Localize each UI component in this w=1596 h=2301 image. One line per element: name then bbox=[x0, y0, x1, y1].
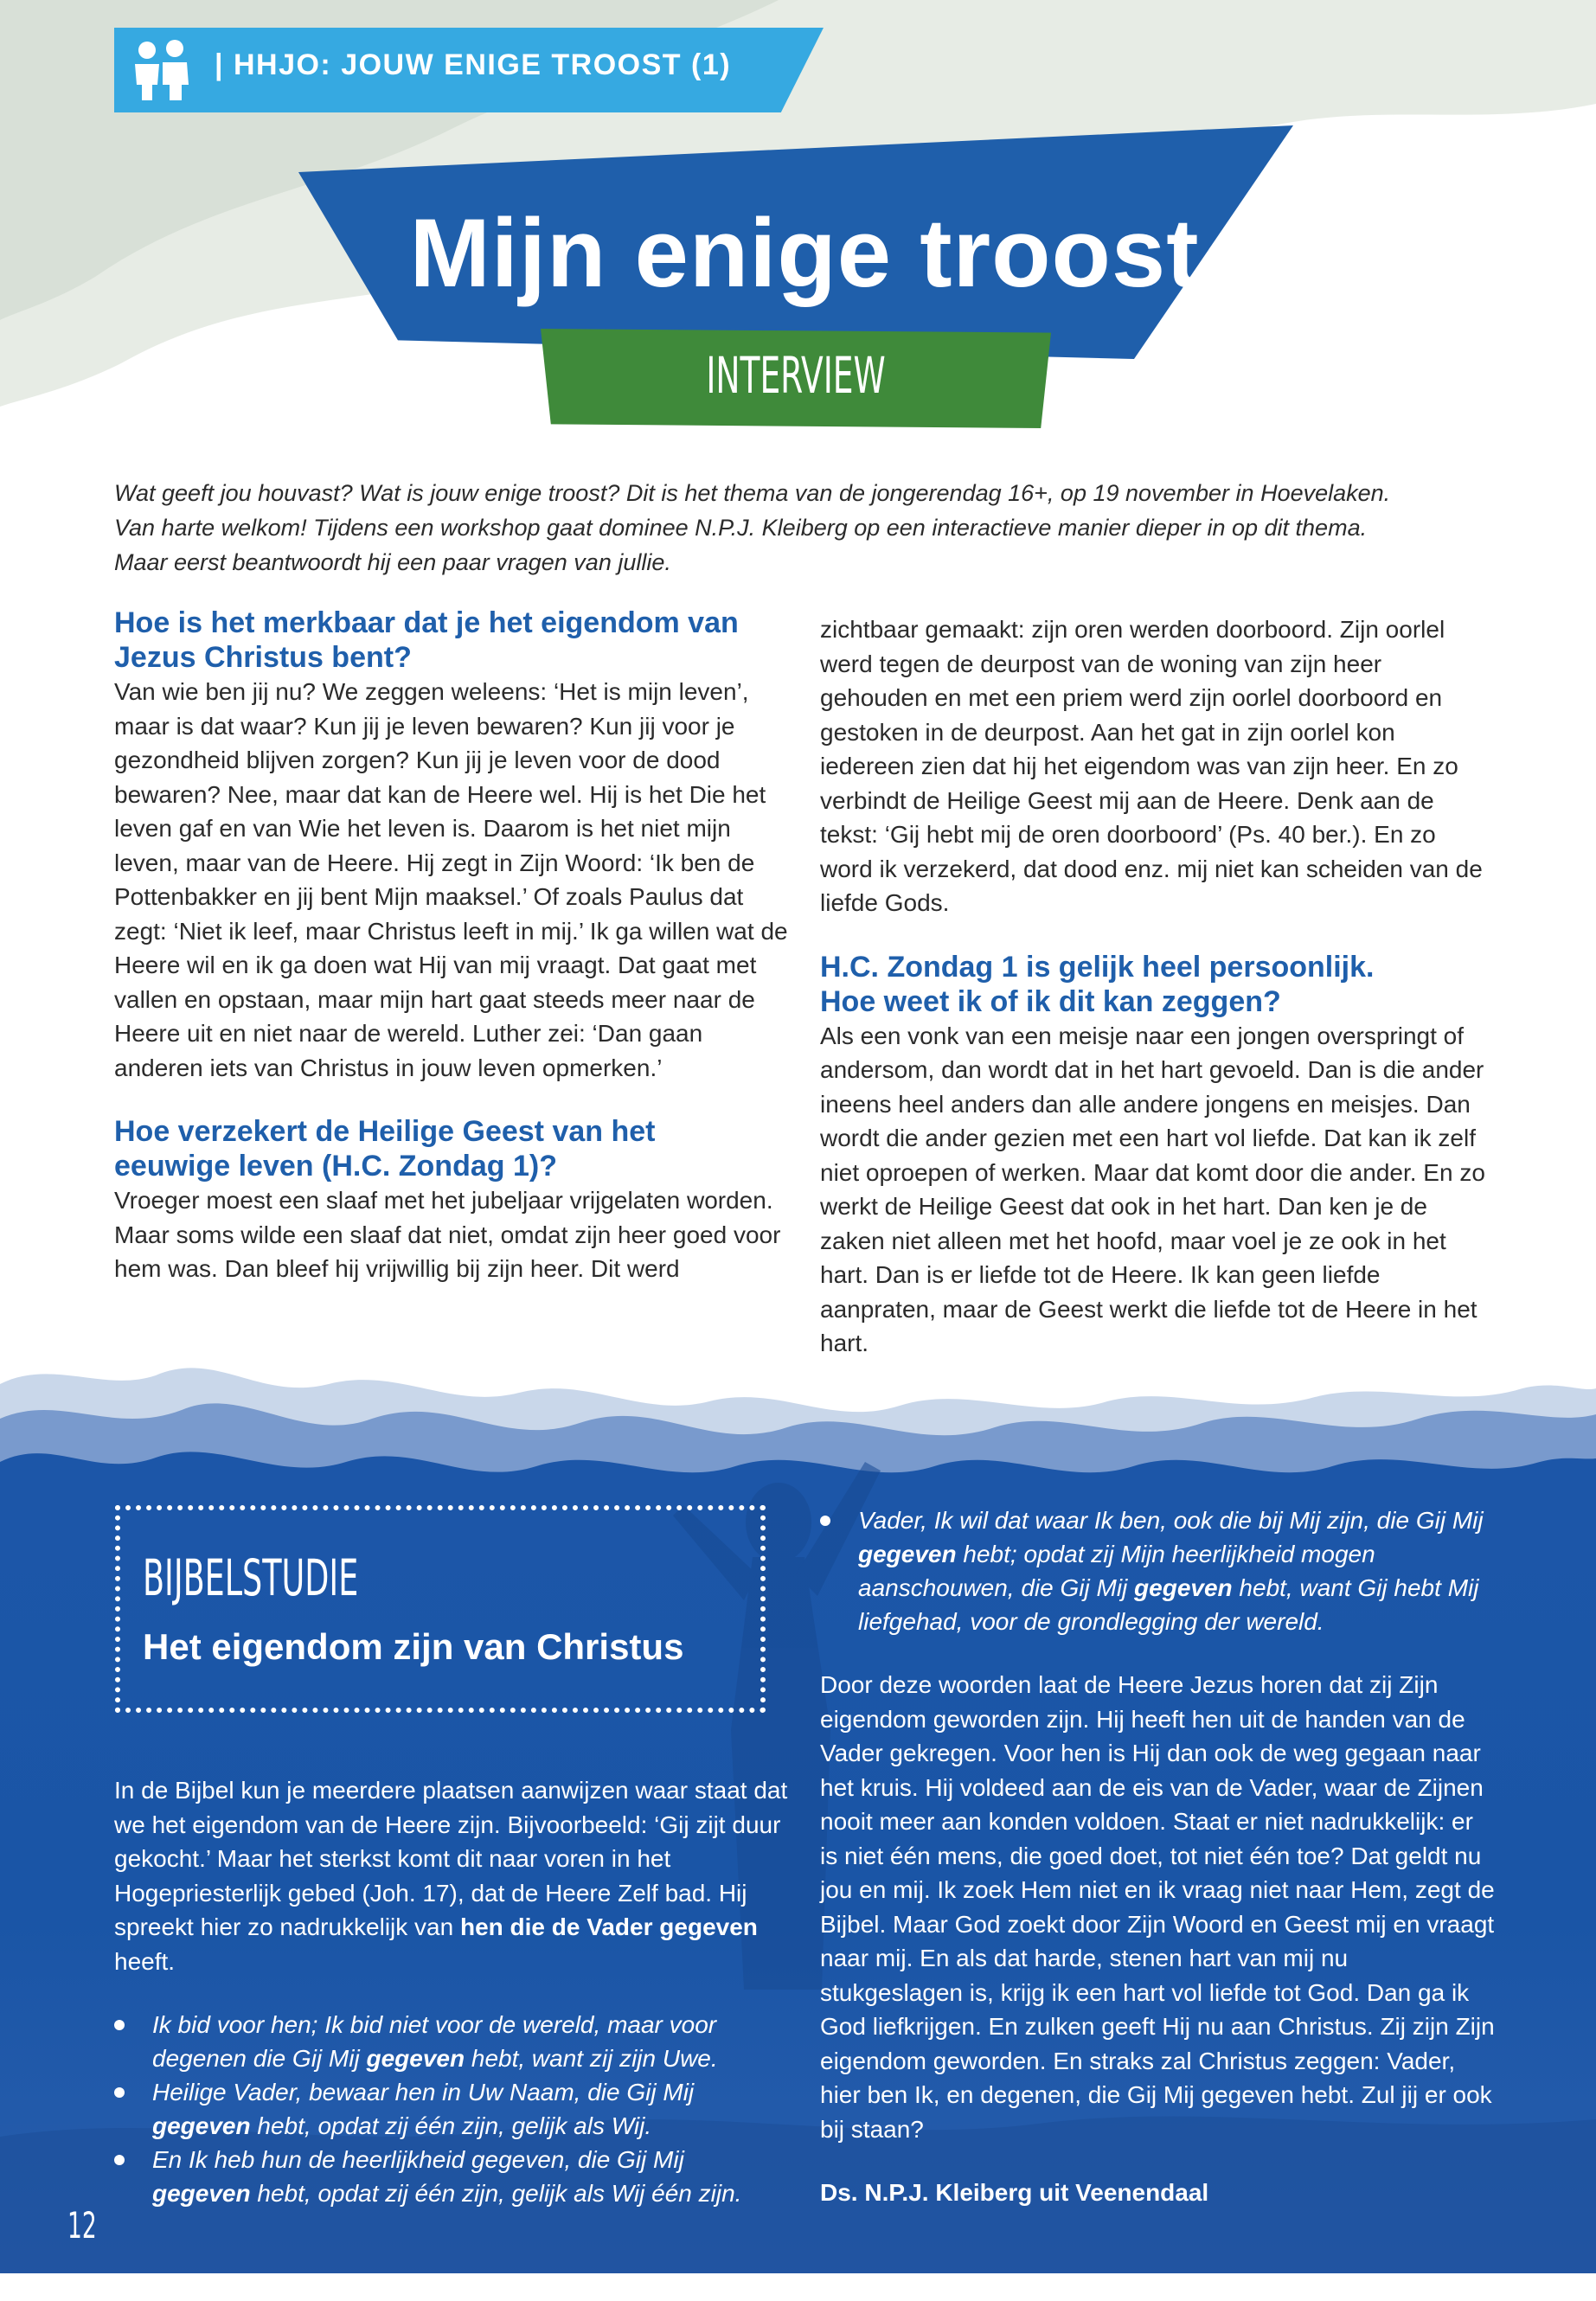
intro-line: Van harte welkom! Tijdens een workshop gaat dominee N.P.J. Kleiberg op een interactieve manier dieper in op dit thema. bbox=[114, 515, 1368, 541]
interview-label: INTERVIEW bbox=[706, 346, 886, 405]
bible-quote: En Ik heb hun de heerlijkheid gegeven, die Gij Mij gegeven hebt, opdat zij één zijn, gelijk als Wij één zijn. bbox=[114, 2143, 789, 2210]
question-heading bbox=[114, 1114, 789, 1183]
intro-line: Maar eerst beantwoordt hij een paar vragen van jullie. bbox=[114, 549, 671, 575]
study-paragraph bbox=[114, 1773, 789, 1978]
bible-quote-list bbox=[114, 2008, 789, 2210]
author-signature: Ds. N.P.J. Kleiberg uit Veenendaal bbox=[820, 2179, 1209, 2206]
question-heading-line: H.C. Zondag 1 is gelijk heel persoonlijk. bbox=[820, 950, 1375, 984]
study-title-box bbox=[115, 1505, 766, 1713]
answer-paragraph: zichtbaar gemaakt: zijn oren werden doorboord. Zijn oorlel werd tegen de deurpost van de woning van zijn heer gehouden en met een priem werd zijn oorlel doorboord en gestoken in de deurpost. Aan het gat in zijn oorlel kon iedereen zien dat hij het eigendom was van zijn heer. En zo verbindt de Heilige Geest mij aan de Heere. Denk aan de tekst: ‘Gij hebt mij de oren doorboord’ (Ps. 40 ber.). En zo word ik verzekerd, dat dood enz. mij niet kan scheiden van de liefde Gods. bbox=[820, 616, 1483, 916]
question-heading-line: Jezus Christus bent? bbox=[114, 641, 412, 674]
study-paragraph: Door deze woorden laat de Heere Jezus horen dat zij Zijn eigendom geworden zijn. Hij heeft hen uit de handen van de Vader gekregen. Voor hen is Hij dan ook de weg gegaan naar het kruis. Hij voldeed aan de eis van de Vader, waar de Zijnen nooit meer aan konden voldoen. Staat er niet nadrukkelijk: er is niet één mens, die goed doet, tot niet één toe? Dat geldt nu jou en mij. Ik zoek Hem niet en ik vraag niet naar Hem, zegt de Bijbel. Maar God zoekt door Zijn Woord en Geest mij en vraagt naar mij. En als dat harde, stenen hart van mij nu stukgeslagen is, krijg ik een hart vol liefde tot God. Dan ga ik God liefkrijgen. En zulken geeft Hij nu aan Christus. Zij zijn Zijn eigendom geworden. En straks zal Christus zeggen: Vader, hier ben Ik, en degenen, die Gij Mij gegeven hebt. Zul jij er ook bij staan? bbox=[820, 1671, 1495, 2143]
answer-paragraph: Vroeger moest een slaaf met het jubeljaar vrijgelaten worden. Maar soms wilde een slaaf dat niet, omdat zijn heer goed voor hem was. Dan bleef hij vrijwillig bij zijn heer. Dit werd bbox=[114, 1187, 781, 1282]
answer-paragraph: Als een vonk van een meisje naar een jongen overspringt of andersom, dan wordt dat in het hart gevoeld. Dan is die ander ineens heel anders dan alle andere jongens en meisjes. Dan wordt die ander gezien met een hart vol liefde. Dat kan ik zelf niet oproepen of werken. Maar dat komt door die ander. En zo werkt de Heilige Geest dat ook in het hart. Dan ken je de zaken niet alleen met het hoofd, maar voel je ze ook in het hart. Dan is er liefde tot de Heere. Ik kan geen liefde aanpraten, maar de Geest werkt die liefde tot de Heere in het hart. bbox=[820, 1022, 1485, 1356]
question-heading bbox=[114, 606, 789, 675]
section-header: | HHJO: JOUW ENIGE TROOST (1) bbox=[215, 48, 732, 81]
interview-column-right bbox=[820, 612, 1495, 1361]
page-title: Mijn enige troost bbox=[409, 199, 1200, 307]
question-heading-line: Hoe weet ik of ik dit kan zeggen? bbox=[820, 984, 1281, 1018]
intro-text bbox=[114, 476, 1498, 580]
question-heading-line: Hoe is het merkbaar dat je het eigendom van bbox=[114, 606, 739, 639]
answer-paragraph: Van wie ben jij nu? We zeggen weleens: ‘Het is mijn leven’, maar is dat waar? Kun jij je leven bewaren? Kun jij voor je gezondheid blijven zorgen? Kun jij je leven voor de dood bewaren? Nee, maar dat kan de Heere wel. Hij is het Die het leven gaf en van Wie het leven is. Daarom is het niet mijn leven, maar van de Heere. Hij zegt in Zijn Woord: ‘Ik ben de Pottenbakker en jij bent Mijn maaksel.’ Of zoals Paulus dat zegt: ‘Niet ik leef, maar Christus leeft in mij.’ Ik ga willen wat de Heere wil en ik ga doen wat Hij van mij vraagt. Dat gaat met vallen en opstaan, maar mijn hart gaat steeds meer naar de Heere uit en niet naar de wereld. Luther zei: ‘Dan gaan anderen iets van Christus in jouw leven opmerken.’ bbox=[114, 678, 788, 1081]
study-title: Het eigendom zijn van Christus bbox=[143, 1626, 684, 1667]
study-emphasis: hen die de Vader gegeven bbox=[459, 1913, 758, 1940]
intro-line: Wat geeft jou houvast? Wat is jouw enige troost? Dit is het thema van de jongerendag 16+, op 19 november in Hoevelaken. bbox=[114, 480, 1391, 506]
two-children-icon bbox=[126, 35, 197, 104]
question-heading bbox=[820, 950, 1495, 1019]
bible-quote-list bbox=[820, 1503, 1495, 1638]
bible-quote: Ik bid voor hen; Ik bid niet voor de wereld, maar voor degenen die Gij Mij gegeven hebt, want zij zijn Uwe. bbox=[114, 2008, 789, 2075]
study-text: heeft. bbox=[114, 1947, 176, 1975]
study-column-left bbox=[114, 1773, 789, 2210]
question-heading-line: Hoe verzekert de Heilige Geest van het bbox=[114, 1115, 656, 1148]
bible-quote: Vader, Ik wil dat waar Ik ben, ook die bij Mij zijn, die Gij Mij gegeven hebt; opdat zij Mijn heerlijkheid mogen aanschouwen, die Gij Mij gegeven hebt, want Gij hebt Mij liefgehad, voor de grondlegging der wereld. bbox=[820, 1503, 1495, 1638]
question-heading-line: eeuwige leven (H.C. Zondag 1)? bbox=[114, 1150, 557, 1183]
interview-column-left bbox=[114, 606, 789, 1286]
bible-quote: Heilige Vader, bewaar hen in Uw Naam, die Gij Mij gegeven hebt, opdat zij één zijn, gelijk als Wij. bbox=[114, 2075, 789, 2143]
study-label: BIJBELSTUDIE bbox=[143, 1548, 359, 1607]
study-text: In de Bijbel kun je meerdere plaatsen aanwijzen waar staat dat we het eigendom van de Heere zijn. Bijvoorbeeld: ‘Gij zijt duur gekocht.’ Maar het sterkst komt dit naar voren in het Hogepriesterlijk gebed (Joh. 17), dat de Heere Zelf bad. Hij spreekt hier zo nadrukkelijk van bbox=[114, 1777, 788, 1940]
page-number: 12 bbox=[67, 2204, 97, 2247]
study-column-right bbox=[820, 1503, 1495, 2210]
